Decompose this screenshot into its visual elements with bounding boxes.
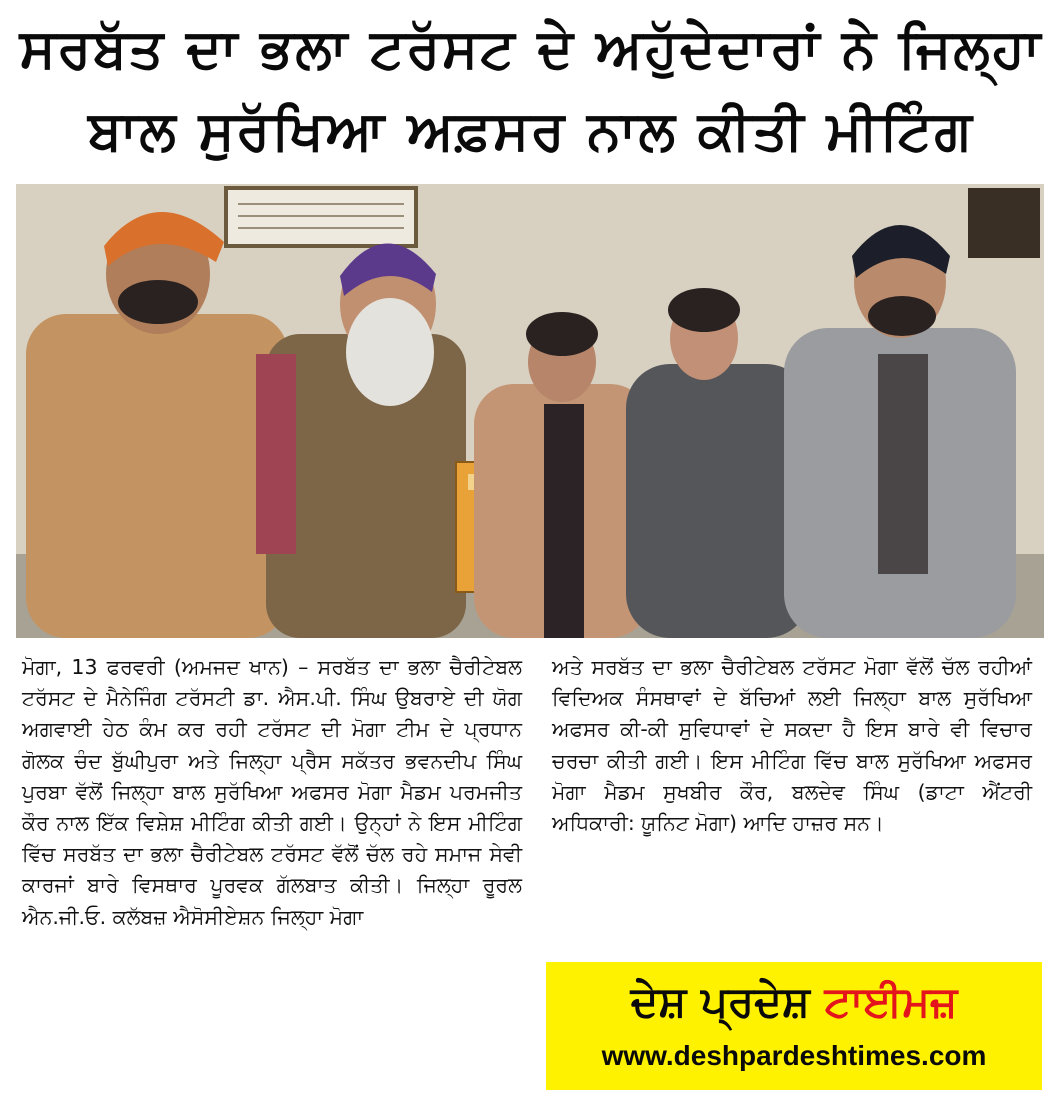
ad-brand-part-1: ਦੇਸ਼ ਪ੍ਰਦੇਸ਼ bbox=[630, 977, 825, 1026]
article-text-left: ਮੋਗਾ, 13 ਫਰਵਰੀ (ਅਮਜਦ ਖਾਨ) – ਸਰਬੱਤ ਦਾ ਭਲਾ ਚੈਰੀਟੇਬਲ ਟਰੱਸਟ ਦੇ ਮੈਨੇਜਿੰਗ ਟਰੱਸਟੀ ਡਾ. ਐਸ.ਪੀ. ਸਿੰਘ ਉਬਰਾਏ ਦੀ ਯੋਗ ਅਗਵਾਈ ਹੇਠ ਕੰਮ ਕਰ ਰਹੀ ਟਰੱਸਟ ਦੀ ਮੋਗਾ ਟੀਮ ਦੇ ਪ੍ਰਧਾਨ ਗੋਲਕ ਚੰਦ ਬੁੱਘੀਪੁਰਾ ਅਤੇ ਜਿਲ੍ਹਾ ਪ੍ਰੈਸ ਸਕੱਤਰ ਭਵਨਦੀਪ ਸਿੰਘ ਪੁਰਬਾ ਵੱਲੋਂ ਜਿਲ੍ਹਾ ਬਾਲ ਸੁਰੱਖਿਆ ਅਫਸਰ ਮੋਗਾ ਮੈਡਮ ਪਰਮਜੀਤ ਕੌਰ ਨਾਲ ਇੱਕ ਵਿਸ਼ੇਸ਼ ਮੀਟਿੰਗ ਕੀਤੀ ਗਈ। ਉਨ੍ਹਾਂ ਨੇ ਇਸ ਮੀਟਿੰਗ ਵਿੱਚ ਸਰਬੱਤ ਦਾ ਭਲਾ ਚੈਰੀਟੇਬਲ ਟਰੱਸਟ ਵੱਲੋਂ ਚੱਲ ਰਹੇ ਸਮਾਜ ਸੇਵੀ ਕਾਰਜਾਂ ਬਾਰੇ ਵਿਸਥਾਰ ਪੂਰਵਕ ਗੱਲਬਾਤ ਕੀਤੀ। ਜਿਲ੍ਹਾ ਰੂਰਲ ਐਨ.ਜੀ.ਓ. ਕਲੱਬਜ਼ ਐਸੋਸੀਏਸ਼ਨ ਜਿਲ੍ਹਾ ਮੋਗਾ bbox=[22, 655, 522, 929]
photo-illustration bbox=[16, 184, 1044, 638]
headline bbox=[0, 8, 1062, 172]
wall-frame bbox=[968, 188, 1040, 258]
ad-website-link[interactable]: www.deshpardeshtimes.com bbox=[601, 1040, 987, 1071]
news-photo bbox=[16, 184, 1044, 638]
headline-line-2: ਬਾਲ ਸੁਰੱਖਿਆ ਅਫ਼ਸਰ ਨਾਲ ਕੀਤੀ ਮੀਟਿੰਗ bbox=[88, 99, 974, 162]
newspaper-ad-banner bbox=[546, 962, 1042, 1090]
article-column-right bbox=[552, 652, 1032, 839]
article-text-right: ਅਤੇ ਸਰਬੱਤ ਦਾ ਭਲਾ ਚੈਰੀਟੇਬਲ ਟਰੱਸਟ ਮੋਗਾ ਵੱਲੋਂ ਚੱਲ ਰਹੀਆਂ ਵਿਦਿਅਕ ਸੰਸਥਾਵਾਂ ਦੇ ਬੱਚਿਆਂ ਲਈ ਜਿਲ੍ਹਾ ਬਾਲ ਸੁਰੱਖਿਆ ਅਫਸਰ ਕੀ-ਕੀ ਸੁਵਿਧਾਵਾਂ ਦੇ ਸਕਦਾ ਹੈ ਇਸ ਬਾਰੇ ਵੀ ਵਿਚਾਰ ਚਰਚਾ ਕੀਤੀ ਗਈ। ਇਸ ਮੀਟਿੰਗ ਵਿੱਚ ਬਾਲ ਸੁਰੱਖਿਆ ਅਫਸਰ ਮੋਗਾ ਮੈਡਮ ਸੁਖਬੀਰ ਕੌਰ, ਬਲਦੇਵ ਸਿੰਘ (ਡਾਟਾ ਐਂਟਰੀ ਅਧਿਕਾਰੀ: ਯੂਨਿਟ ਮੋਗਾ) ਆਦਿ ਹਾਜ਼ਰ ਸਨ। bbox=[552, 655, 1032, 836]
headline-line-1: ਸਰਬੱਤ ਦਾ ਭਲਾ ਟਰੱਸਟ ਦੇ ਅਹੁੱਦੇਦਾਰਾਂ ਨੇ ਜਿਲ੍ਹਾ bbox=[19, 17, 1043, 80]
ad-brand-name bbox=[546, 974, 1042, 1030]
ad-brand-part-2: ਟਾਈਮਜ਼ bbox=[824, 977, 958, 1026]
article-column-left bbox=[22, 652, 522, 933]
